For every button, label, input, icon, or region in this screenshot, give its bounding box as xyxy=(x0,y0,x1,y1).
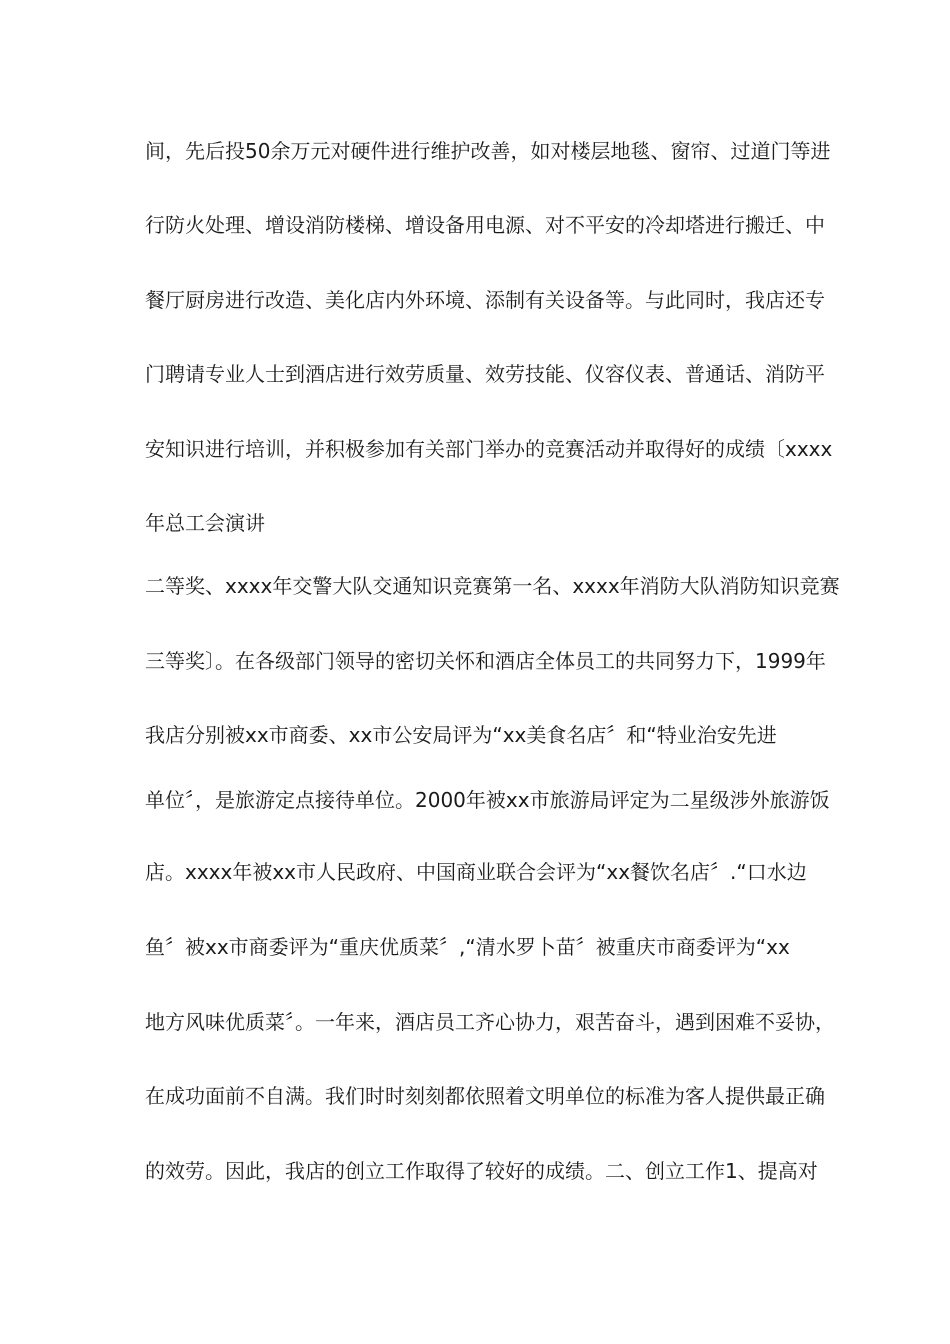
text-line: 鱼〞被xx市商委评为“重庆优质菜〞,“清水罗卜苗〞被重庆市商委评为“xx xyxy=(145,935,790,959)
text-line: 地方风味优质菜〞。一年来，酒店员工齐心协力，艰苦奋斗，遇到困难不妥协， xyxy=(145,1010,835,1034)
text-line: 年总工会演讲 xyxy=(145,511,265,535)
text-line: 在成功面前不自满。我们时时刻刻都依照着文明单位的标准为客人提供最正确 xyxy=(145,1084,825,1108)
text-line: 单位〞，是旅游定点接待单位。2000年被xx市旅游局评定为二星级涉外旅游饭 xyxy=(145,788,830,812)
text-line: 三等奖〕。在各级部门领导的密切关怀和酒店全体员工的共同努力下，1999年 xyxy=(145,649,826,673)
text-line: 间，先后投50余万元对硬件进行维护改善，如对楼层地毯、窗帘、过道门等进 xyxy=(145,139,831,163)
text-line: 店。xxxx年被xx市人民政府、中国商业联合会评为“xx餐饮名店〞.“口水边 xyxy=(145,860,807,884)
text-line: 的效劳。因此，我店的创立工作取得了较好的成绩。二、创立工作1、提高对 xyxy=(145,1159,818,1183)
text-line: 门聘请专业人士到酒店进行效劳质量、效劳技能、仪容仪表、普通话、消防平 xyxy=(145,362,825,386)
text-line: 二等奖、xxxx年交警大队交通知识竞赛第一名、xxxx年消防大队消防知识竞赛 xyxy=(145,574,840,598)
text-line: 餐厅厨房进行改造、美化店内外环境、添制有关设备等。与此同时，我店还专 xyxy=(145,288,825,312)
text-line: 我店分别被xx市商委、xx市公安局评为“xx美食名店〞和“特业治安先进 xyxy=(145,723,777,747)
text-line: 行防火处理、增设消防楼梯、增设备用电源、对不平安的冷却塔进行搬迁、中 xyxy=(145,213,825,237)
text-line: 安知识进行培训，并积极参加有关部门举办的竞赛活动并取得好的成绩〔xxxx xyxy=(145,437,833,461)
